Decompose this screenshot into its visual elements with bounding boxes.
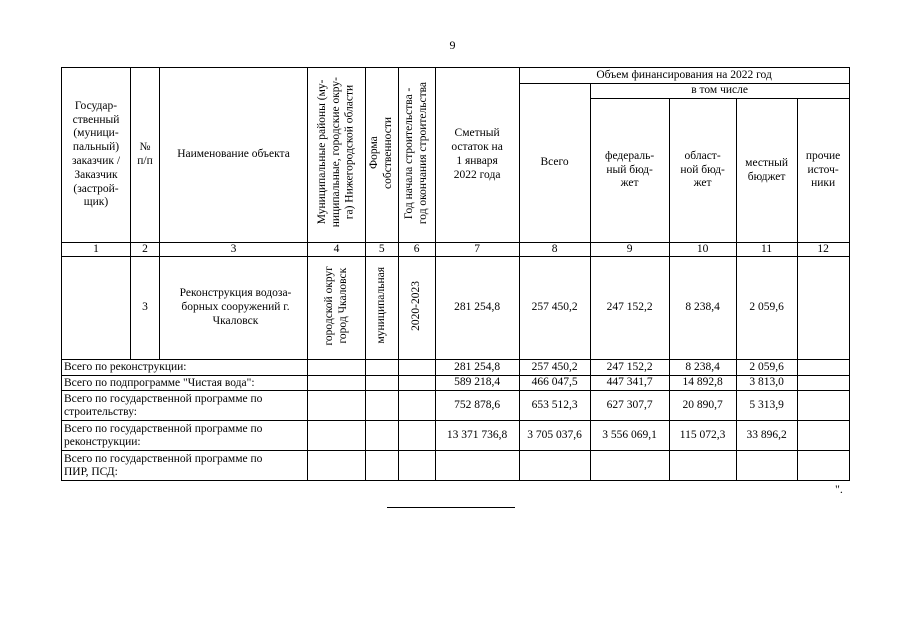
- column-number: 2: [131, 243, 160, 257]
- summary-empty-cell: [308, 451, 366, 481]
- summary-estimate: 13 371 736,8: [435, 421, 519, 451]
- column-number-row: [62, 243, 850, 257]
- object-local: 2 059,6: [736, 257, 797, 360]
- summary-empty-cell: [398, 360, 435, 376]
- summary-other: [797, 391, 849, 421]
- summary-empty-cell: [398, 421, 435, 451]
- summary-local: 3 813,0: [736, 376, 797, 391]
- summary-federal: 3 556 069,1: [590, 421, 669, 451]
- summary-row: [62, 360, 850, 376]
- header-local: местный бюджет: [736, 99, 797, 243]
- summary-empty-cell: [398, 391, 435, 421]
- summary-row: [62, 391, 850, 421]
- summary-estimate: [435, 451, 519, 481]
- summary-label: Всего по государственной программе по строительству:: [62, 391, 308, 421]
- object-years: [398, 257, 435, 360]
- summary-empty-cell: [308, 421, 366, 451]
- summary-empty-cell: [308, 376, 366, 391]
- object-estimate: 281 254,8: [435, 257, 519, 360]
- header-total: Всего: [519, 84, 590, 243]
- summary-estimate: 589 218,4: [435, 376, 519, 391]
- object-num: 3: [131, 257, 160, 360]
- summary-label: Всего по государственной программе по ПИР, ПСД:: [62, 451, 308, 481]
- summary-regional: 115 072,3: [669, 421, 736, 451]
- summary-total: 466 047,5: [519, 376, 590, 391]
- summary-local: 2 059,6: [736, 360, 797, 376]
- column-number: 6: [398, 243, 435, 257]
- summary-federal: 447 341,7: [590, 376, 669, 391]
- summary-regional: 20 890,7: [669, 391, 736, 421]
- summary-empty-cell: [308, 360, 366, 376]
- column-number: 8: [519, 243, 590, 257]
- summary-local: 33 896,2: [736, 421, 797, 451]
- column-number: 10: [669, 243, 736, 257]
- summary-local: [736, 451, 797, 481]
- object-years-text: 2020-2023: [409, 280, 422, 331]
- column-number: 3: [160, 243, 308, 257]
- summary-label: Всего по подпрограмме "Чистая вода":: [62, 376, 308, 391]
- summary-regional: 8 238,4: [669, 360, 736, 376]
- summary-regional: 14 892,8: [669, 376, 736, 391]
- summary-other: [797, 451, 849, 481]
- summary-empty-cell: [366, 360, 399, 376]
- object-other: [797, 257, 849, 360]
- header-including: в том числе: [590, 84, 849, 99]
- closing-quote-mark: ".: [835, 482, 843, 496]
- summary-empty-cell: [366, 376, 399, 391]
- column-number: 9: [590, 243, 669, 257]
- summary-total: [519, 451, 590, 481]
- object-regional: 8 238,4: [669, 257, 736, 360]
- column-number: 12: [797, 243, 849, 257]
- header-federal: федераль- ный бюд- жет: [590, 99, 669, 243]
- column-number: 1: [62, 243, 131, 257]
- summary-total: 653 512,3: [519, 391, 590, 421]
- summary-empty-cell: [398, 451, 435, 481]
- header-customer: Государ- ственный (муници- пальный) заказчик / Заказчик (застрой- щик): [62, 68, 131, 243]
- summary-other: [797, 376, 849, 391]
- header-regional: област- ной бюд- жет: [669, 99, 736, 243]
- summary-local: 5 313,9: [736, 391, 797, 421]
- header-districts: Муниципальные районы (му- ниципальные, городские окру- га) Нижегородской области: [308, 68, 366, 243]
- summary-row: [62, 421, 850, 451]
- summary-estimate: 281 254,8: [435, 360, 519, 376]
- header-other: прочие источ- ники: [797, 99, 849, 243]
- financing-table: [61, 67, 850, 481]
- object-customer: [62, 257, 131, 360]
- summary-other: [797, 421, 849, 451]
- separator-line: [387, 507, 515, 508]
- summary-estimate: 752 878,6: [435, 391, 519, 421]
- summary-row: [62, 451, 850, 481]
- header-object-name: Наименование объекта: [160, 68, 308, 243]
- summary-regional: [669, 451, 736, 481]
- summary-label: Всего по государственной программе по реконструкции:: [62, 421, 308, 451]
- summary-empty-cell: [366, 421, 399, 451]
- column-number: 5: [366, 243, 399, 257]
- summary-empty-cell: [366, 451, 399, 481]
- summary-empty-cell: [398, 376, 435, 391]
- object-row: [62, 257, 850, 360]
- summary-federal: 627 307,7: [590, 391, 669, 421]
- summary-other: [797, 360, 849, 376]
- object-ownership-text: муниципальная: [374, 267, 387, 344]
- summary-federal: 247 152,2: [590, 360, 669, 376]
- column-number: 7: [435, 243, 519, 257]
- summary-total: 3 705 037,6: [519, 421, 590, 451]
- object-federal: 247 152,2: [590, 257, 669, 360]
- summary-empty-cell: [366, 391, 399, 421]
- column-number: 11: [736, 243, 797, 257]
- summary-label: Всего по реконструкции:: [62, 360, 308, 376]
- header-ownership: Форма собственности: [366, 68, 399, 243]
- header-estimate: Сметный остаток на 1 января 2022 года: [435, 68, 519, 243]
- object-name: Реконструкция водоза- борных сооружений г. Чкаловск: [160, 257, 308, 360]
- summary-row: [62, 376, 850, 391]
- object-total: 257 450,2: [519, 257, 590, 360]
- header-years: Год начала строительства - год окончания строительства: [398, 68, 435, 243]
- summary-empty-cell: [308, 391, 366, 421]
- summary-federal: [590, 451, 669, 481]
- column-number: 4: [308, 243, 366, 257]
- header-num: № п/п: [131, 68, 160, 243]
- summary-total: 257 450,2: [519, 360, 590, 376]
- object-district: городской округ город Чкаловск: [308, 257, 366, 360]
- header-funding-volume: Объем финансирования на 2022 год: [519, 68, 849, 84]
- object-ownership: [366, 257, 399, 360]
- page-number: 9: [449, 38, 456, 52]
